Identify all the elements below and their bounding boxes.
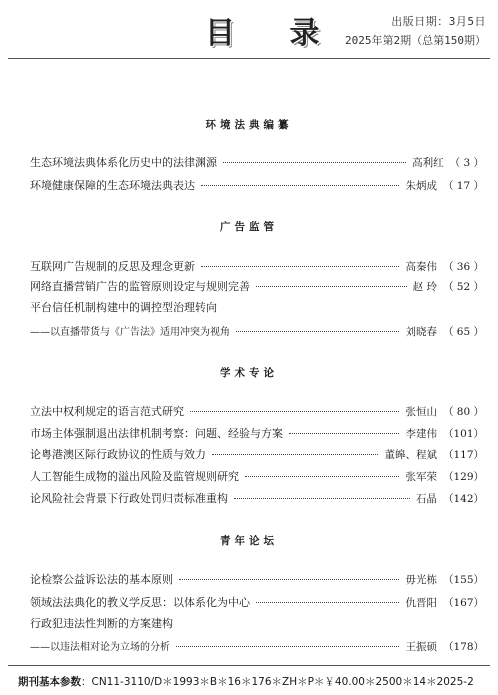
section-title: 学术专论 [220, 367, 278, 379]
entry-title: 平台信任机制构建中的调控型治理转向 [30, 301, 217, 314]
entry-author: 董皞、程斌 [384, 449, 437, 461]
section-title: 环境法典编纂 [205, 119, 293, 131]
toc-entry[interactable] [30, 615, 484, 633]
entry-title: 人工智能生成物的溢出风险及监管规则研究 [30, 470, 239, 483]
leader-dots [212, 454, 378, 455]
entry-page: （ 65 ） [442, 326, 484, 338]
page-header [0, 0, 498, 60]
entry-page: （155） [442, 574, 484, 586]
leader-dots [256, 602, 399, 603]
entry-author: 李建伟 [405, 428, 437, 440]
toc-entry[interactable] [30, 258, 484, 276]
leader-dots [256, 286, 407, 287]
entry-author: 赵 玲 [412, 281, 437, 293]
entry-page: （ 17 ） [442, 180, 484, 192]
leader-dots [289, 433, 399, 434]
entry-title: 互联网广告规制的反思及理念更新 [30, 260, 195, 273]
leader-dots [176, 646, 399, 647]
leader-dots [201, 266, 399, 267]
toc-entry[interactable] [30, 299, 484, 317]
leader-dots [245, 476, 399, 477]
parameters-value: ：CN11-3110/D＊1993＊B＊16＊176＊ZH＊P＊￥40.00＊2500＊14＊2025-2 [81, 676, 474, 688]
entry-page: （178） [442, 641, 484, 653]
entry-title: 领域法法典化的教义学反思：以体系化为中心 [30, 596, 250, 609]
toc-entry[interactable] [30, 403, 484, 421]
entry-author: 石晶 [415, 493, 437, 505]
leader-dots [236, 331, 399, 332]
entry-author: 朱炳成 [405, 180, 437, 192]
toc-entry[interactable] [30, 571, 484, 589]
entry-title: 论风险社会背景下行政处罚归责标准重构 [30, 492, 228, 505]
entry-title: 论检察公益诉讼法的基本原则 [30, 573, 173, 586]
entry-author: 张军荣 [405, 471, 437, 483]
toc-entry[interactable] [30, 154, 484, 172]
section-title: 青年论坛 [220, 535, 278, 547]
toc-entry[interactable] [30, 425, 484, 443]
entry-author: 仇晋阳 [405, 597, 437, 609]
entry-title: 生态环境法典体系化历史中的法律渊源 [30, 156, 217, 169]
toc-entry[interactable] [30, 278, 484, 296]
entry-page: （ 3 ） [449, 157, 484, 169]
leader-dots [201, 185, 399, 186]
entry-page: （ 36 ） [442, 261, 484, 273]
publication-date: 出版日期：3月5日 [391, 15, 486, 28]
entry-author: 刘晓春 [405, 326, 437, 338]
entry-page: （129） [442, 471, 484, 483]
page-title: 目 录 [205, 16, 342, 51]
toc-entry[interactable] [30, 177, 484, 195]
entry-title: 市场主体强制退出法律机制考察：问题、经验与方案 [30, 427, 283, 440]
leader-dots [179, 579, 399, 580]
entry-page: （117） [442, 449, 484, 461]
section-title: 广告监管 [220, 221, 278, 233]
entry-author: 毋光栋 [405, 574, 437, 586]
footer-divider [8, 665, 490, 666]
entry-title: 环境健康保障的生态环境法典表达 [30, 179, 195, 192]
entry-title: 论粤港澳区际行政协议的性质与效力 [30, 448, 206, 461]
toc-entry[interactable] [30, 446, 484, 464]
parameters-label: 期刊基本参数 [18, 676, 81, 688]
journal-parameters [18, 674, 488, 689]
entry-page: （101） [442, 428, 484, 440]
entry-author: 高秦伟 [405, 261, 437, 273]
entry-title: 网络直播营销广告的监管原则设定与规则完善 [30, 280, 250, 293]
toc-entry[interactable] [30, 594, 484, 612]
toc-entry[interactable] [30, 468, 484, 486]
entry-author: 王振硕 [405, 641, 437, 653]
toc-entry[interactable] [30, 490, 484, 508]
entry-title: 立法中权利规定的语言范式研究 [30, 405, 184, 418]
toc-entry-subtitle[interactable] [30, 323, 484, 341]
leader-dots [234, 498, 410, 499]
issue-number: 2025年第2期（总第150期） [345, 34, 486, 47]
entry-page: （ 52 ） [442, 281, 484, 293]
entry-page: （ 80 ） [442, 406, 484, 418]
entry-title: 行政犯违法性判断的方案建构 [30, 617, 173, 630]
entry-page: （142） [442, 493, 484, 505]
entry-author: 高利红 [412, 157, 444, 169]
entry-subtitle: ——以违法相对论为立场的分析 [30, 642, 170, 653]
leader-dots [190, 411, 399, 412]
entry-page: （167） [442, 597, 484, 609]
header-divider [8, 58, 490, 59]
leader-dots [223, 162, 406, 163]
entry-subtitle: ——以直播带货与《广告法》适用冲突为视角 [30, 327, 230, 338]
toc-entry-subtitle[interactable] [30, 638, 484, 656]
entry-author: 张恒山 [405, 406, 437, 418]
